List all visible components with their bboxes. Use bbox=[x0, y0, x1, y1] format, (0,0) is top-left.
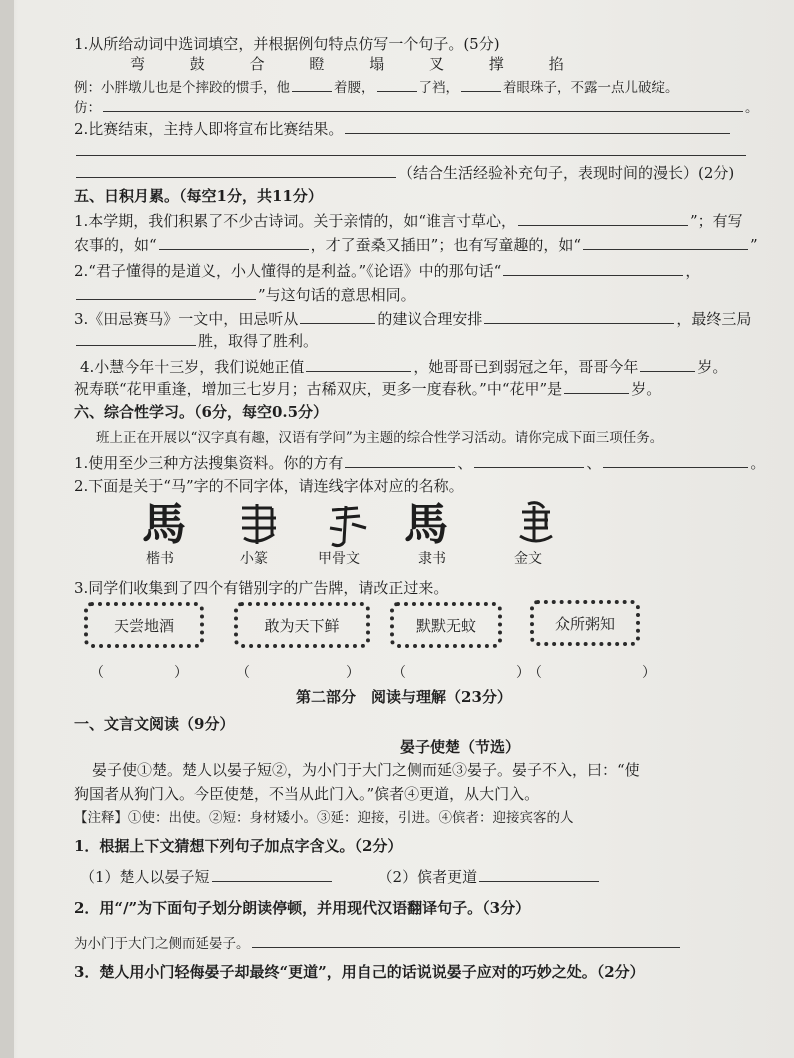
question-1-title: 1.从所给动词中选词填空，并根据例句特点仿写一个句子。(5分) bbox=[74, 35, 500, 53]
ad-sign: 敢为天下鲜 bbox=[234, 602, 370, 648]
blank[interactable] bbox=[461, 76, 501, 92]
horse-lishu-glyph: 馬 bbox=[404, 499, 448, 550]
answer-line[interactable] bbox=[252, 932, 680, 948]
reading-q1-items: （1）楚人以晏子短 （2）傧者更道 bbox=[80, 866, 601, 887]
blank[interactable] bbox=[345, 452, 455, 468]
section-6-heading: 六、综合性学习。（6分，每空0.5分） bbox=[74, 403, 329, 421]
s5-q1-line1: 1.本学期，我们积累了不少古诗词。关于亲情的，如“谁言寸草心， ”；有写 bbox=[74, 212, 743, 230]
answer-line-full[interactable] bbox=[74, 140, 748, 161]
correction-paren[interactable]: （ ） bbox=[90, 665, 188, 681]
reading-q2: 2．用“/”为下面句子划分朗读停顿，并用现代汉语翻译句子。（3分） bbox=[74, 899, 531, 917]
ad-sign: 众所粥知 bbox=[530, 600, 640, 646]
word: 叉 bbox=[428, 55, 444, 73]
section-5-heading: 五、日积月累。（每空1分，共11分） bbox=[74, 187, 323, 205]
font-label: 金文 bbox=[514, 551, 542, 567]
reading-q2-sentence: 为小门于大门之侧而延晏子。 bbox=[74, 932, 682, 954]
horse-xiaozhuan-glyph bbox=[232, 500, 288, 552]
word: 鼓 bbox=[189, 55, 205, 73]
word: 合 bbox=[249, 55, 265, 73]
blank[interactable] bbox=[503, 260, 683, 276]
s5-q2-line1: 2.“君子懂得的是道义，小人懂得的是利益。”《论语》中的那句话“ ， bbox=[74, 262, 701, 280]
part-2-heading: 第二部分 阅读与理解（23分） bbox=[296, 688, 512, 706]
passage-title: 晏子使楚（节选） bbox=[400, 738, 521, 756]
ad-sign: 天尝地酒 bbox=[84, 602, 204, 648]
blank[interactable] bbox=[518, 210, 688, 226]
blank[interactable] bbox=[474, 452, 584, 468]
word: 塌 bbox=[369, 55, 385, 73]
example-sentence: 例：小胖墩儿也是个摔跤的惯手，他 着腰， 了裆， 着眼珠子，不露一点儿破绽。 bbox=[74, 76, 679, 98]
blank[interactable] bbox=[583, 234, 748, 250]
question-2: 2.比赛结束，主持人即将宣布比赛结果。 bbox=[74, 118, 732, 139]
correction-paren[interactable]: （ ） bbox=[392, 665, 530, 681]
blank[interactable] bbox=[212, 866, 332, 882]
blank[interactable] bbox=[300, 308, 375, 324]
blank[interactable] bbox=[603, 452, 748, 468]
blank[interactable] bbox=[76, 330, 196, 346]
reading-q3: 3．楚人用小门轻侮晏子却最终“更道”，用自己的话说说晏子应对的巧妙之处。（2分） bbox=[74, 963, 645, 981]
correction-paren[interactable]: （ ） bbox=[236, 665, 360, 681]
s5-q3-line1: 3.《田忌赛马》一文中，田忌听从 的建议合理安排 ，最终三局 bbox=[74, 310, 752, 328]
answer-line[interactable] bbox=[103, 96, 743, 112]
s5-q4-line2: 祝寿联“花甲重逢，增加三七岁月；古稀双庆，更多一度春秋。”中“花甲”是 岁。 bbox=[74, 380, 662, 398]
s5-q4-line1: 4.小慧今年十三岁，我们说她正值 ，她哥哥已到弱冠之年，哥哥今年 岁。 bbox=[80, 358, 728, 376]
font-label: 甲骨文 bbox=[318, 551, 360, 567]
passage-line-1: 晏子使①楚。楚人以晏子短②，为小门于大门之侧而延③晏子。晏子不入，曰：“使 bbox=[92, 761, 640, 779]
s6-q2: 2.下面是关于“马”字的不同字体，请连线字体对应的名称。 bbox=[74, 477, 464, 495]
blank[interactable] bbox=[159, 234, 309, 250]
blank[interactable] bbox=[479, 866, 599, 882]
horse-jiaguwen-glyph bbox=[322, 502, 372, 552]
s6-q3: 3.同学们收集到了四个有错别字的广告牌，请改正过来。 bbox=[74, 579, 449, 597]
passage-notes: 【注释】①使：出使。②短：身材矮小。③延：迎接，引进。④傧者：迎接宾客的人 bbox=[74, 810, 574, 826]
s5-q3-line2: 胜，取得了胜利。 bbox=[74, 330, 318, 351]
reading-q1: 1．根据上下文猜想下列句子加点字含义。（2分） bbox=[74, 837, 403, 855]
answer-line[interactable] bbox=[345, 118, 730, 134]
binding-edge bbox=[0, 0, 14, 1058]
horse-jinwen-glyph bbox=[510, 498, 562, 552]
word: 弯 bbox=[130, 55, 146, 73]
font-label: 小篆 bbox=[240, 551, 268, 567]
classical-reading-heading: 一、文言文阅读（9分） bbox=[74, 715, 235, 733]
section-6-intro: 班上正在开展以“汉字真有趣，汉语有学问”为主题的综合性学习活动。请你完成下面三项任务。 bbox=[96, 430, 664, 446]
question-2-hint: （结合生活经验补充句子，表现时间的漫长）(2分) bbox=[74, 162, 734, 183]
horse-kaishu-glyph: 馬 bbox=[142, 499, 186, 550]
blank[interactable] bbox=[377, 76, 417, 92]
answer-line[interactable] bbox=[76, 162, 396, 178]
s6-q1: 1.使用至少三种方法搜集资料。你的方有 、 、 。 bbox=[74, 454, 766, 472]
correction-paren[interactable]: （ ） bbox=[528, 665, 656, 681]
font-label: 隶书 bbox=[418, 551, 446, 567]
s5-q2-line2: ”与这句话的意思相同。 bbox=[74, 284, 416, 305]
blank[interactable] bbox=[640, 356, 695, 372]
blank[interactable] bbox=[292, 76, 332, 92]
blank[interactable] bbox=[564, 378, 629, 394]
word: 掐 bbox=[548, 55, 564, 73]
word-bank bbox=[130, 54, 564, 74]
blank[interactable] bbox=[76, 284, 256, 300]
blank[interactable] bbox=[306, 356, 411, 372]
word: 撑 bbox=[488, 55, 504, 73]
ad-sign: 默默无蚊 bbox=[390, 602, 502, 648]
word: 瞪 bbox=[309, 55, 325, 73]
blank[interactable] bbox=[484, 308, 674, 324]
passage-line-2: 狗国者从狗门入。今臣使楚，不当从此门入。”傧者④更道，从大门入。 bbox=[74, 785, 540, 803]
font-label: 楷书 bbox=[146, 551, 174, 567]
imitate-line: 仿： 。 bbox=[74, 96, 759, 118]
s5-q1-line2: 农事的，如“ ，才了蚕桑又插田”；也有写童趣的，如“ ” bbox=[74, 236, 758, 254]
